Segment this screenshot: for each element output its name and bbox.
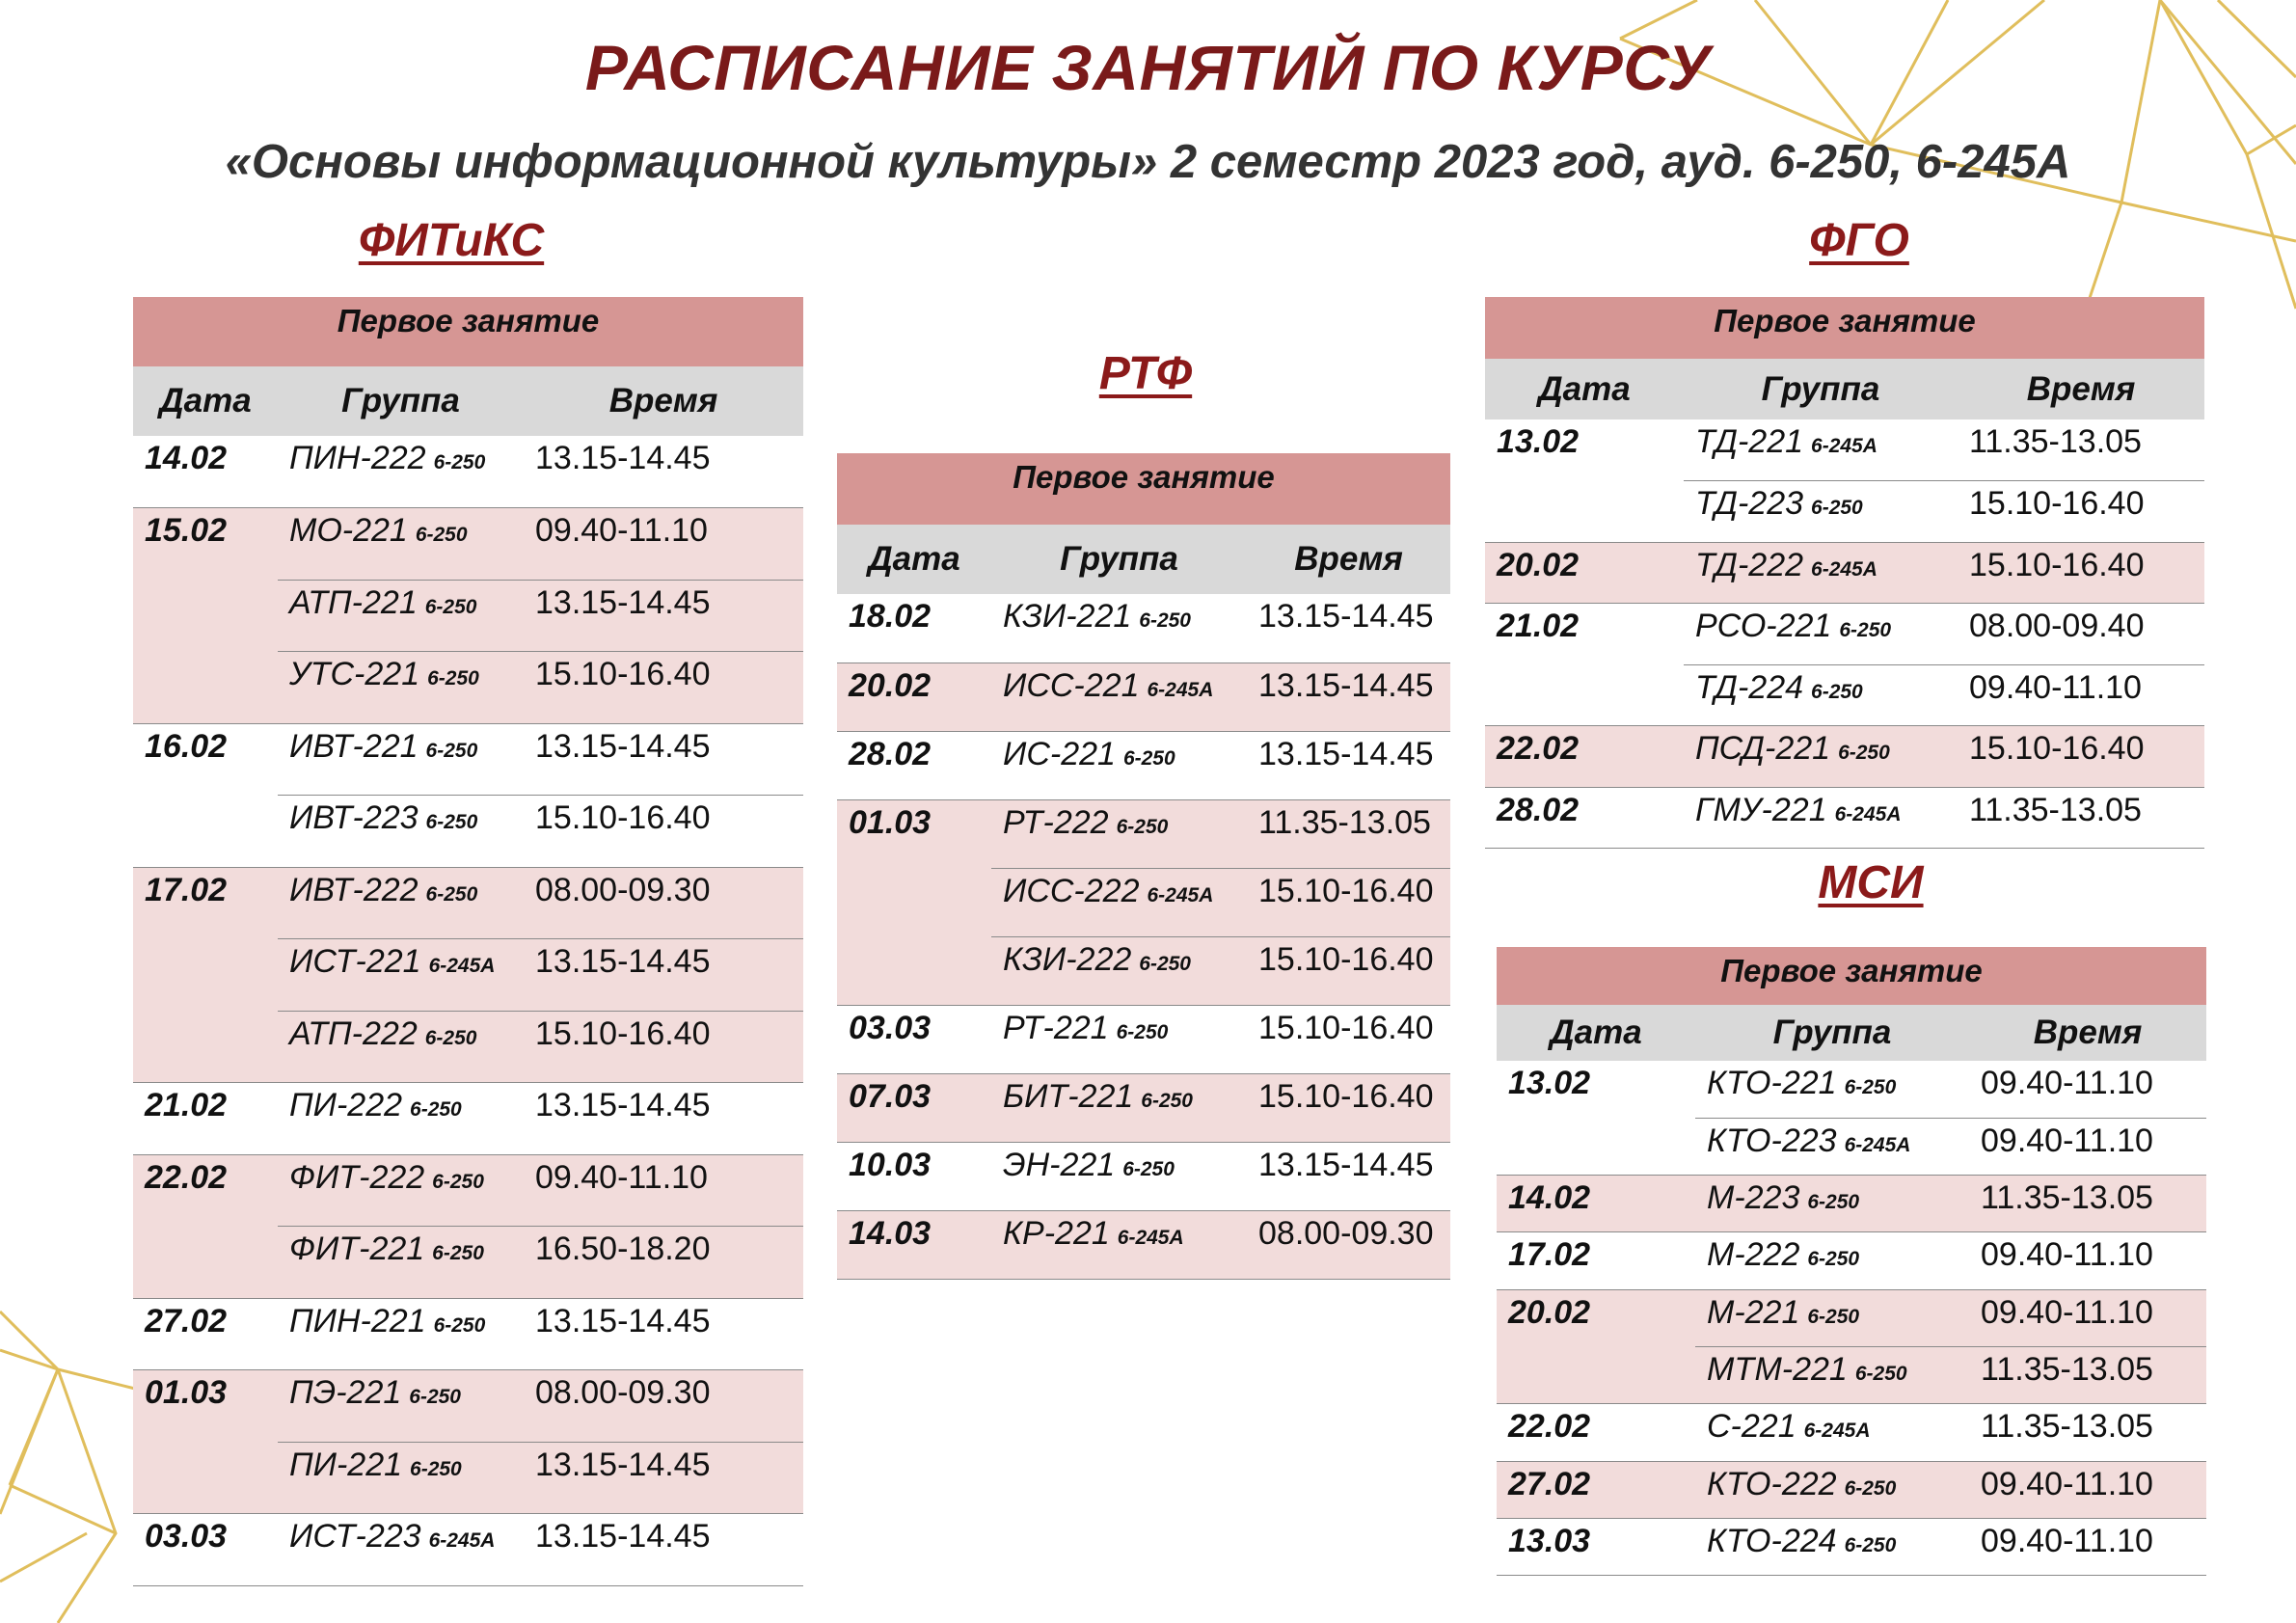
room-number: 6-250 [432,1242,484,1264]
group-cell [1695,1461,1969,1518]
group-name: ЭН-221 [1003,1146,1116,1183]
room-number: 6-250 [1116,1020,1169,1043]
time-cell: 13.15-14.45 [1247,1142,1450,1210]
time-cell: 15.10-16.40 [1958,726,2204,788]
time-cell: 09.40-11.10 [1969,1461,2206,1518]
group-cell [278,1370,524,1443]
group-name: КТО-221 [1707,1065,1837,1101]
time-cell: 15.10-16.40 [1958,542,2204,604]
group-cell [278,1083,524,1155]
time-cell: 11.35-13.05 [1969,1404,2206,1461]
room-number: 6-250 [433,451,486,473]
group-cell [991,936,1247,1005]
group-name: ИСТ-221 [289,943,421,980]
table-row [133,1298,803,1370]
table-row [133,1370,803,1443]
table-row [837,731,1450,799]
time-cell: 08.00-09.30 [524,867,803,939]
column-header-group: Группа [1684,359,1958,419]
table-row [1497,1176,2206,1232]
date-cell: 20.02 [1497,1289,1695,1404]
page-title: РАСПИСАНИЕ ЗАНЯТИЙ ПО КУРСУ [584,32,1712,103]
column-header-time: Время [524,366,803,436]
date-cell: 20.02 [1485,542,1684,604]
group-name: КЗИ-221 [1003,598,1132,635]
table-row [1497,1518,2206,1575]
date-cell: 14.02 [1497,1176,1695,1232]
group-name: РСО-221 [1695,608,1832,644]
group-name: М-223 [1707,1179,1800,1217]
table-row [133,1154,803,1227]
time-cell: 13.15-14.45 [1247,594,1450,663]
room-number: 6-250 [425,811,478,833]
group-cell [278,1154,524,1227]
group-cell [278,867,524,939]
time-cell: 09.40-11.10 [524,508,803,581]
first-lesson-header: Первое занятие [837,453,1450,525]
date-cell: 03.03 [837,1005,991,1073]
room-number: 6-245А [1803,1420,1871,1443]
schedule-table-rtf [837,453,1450,1280]
table-row [837,594,1450,663]
room-number: 6-250 [432,1170,484,1193]
time-cell: 09.40-11.10 [1969,1518,2206,1575]
table-row [133,1514,803,1586]
room-number: 6-250 [1139,952,1191,975]
column-header-time: Время [1247,525,1450,594]
time-cell: 13.15-14.45 [524,1298,803,1370]
group-name: ПИН-221 [289,1302,426,1339]
room-number: 6-250 [1141,1089,1193,1112]
time-cell: 13.15-14.45 [524,1083,803,1155]
table-row [837,1142,1450,1210]
group-cell [1695,1346,1969,1403]
room-number: 6-250 [1807,1248,1860,1271]
table-row [133,1083,803,1155]
group-name: ПИН-222 [289,440,426,476]
table-row [1485,419,2204,481]
date-cell: 07.03 [837,1073,991,1142]
group-cell [1695,1118,1969,1175]
group-cell [1684,481,1958,543]
room-number: 6-250 [1811,680,1863,703]
time-cell: 13.15-14.45 [524,1442,803,1514]
room-number: 6-250 [1116,815,1169,838]
group-cell [278,796,524,868]
date-cell: 18.02 [837,594,991,663]
first-lesson-header: Первое занятие [1497,947,2206,1005]
group-name: ИС-221 [1003,735,1116,772]
group-cell [991,868,1247,936]
group-name: ТД-222 [1695,546,1804,583]
schedule-table-fgo [1485,297,2204,849]
date-cell: 16.02 [133,723,278,867]
room-number: 6-250 [425,739,478,762]
group-cell [1684,787,1958,849]
group-name: ПИ-221 [289,1446,403,1483]
group-cell [278,508,524,581]
date-cell: 21.02 [1485,604,1684,726]
group-name: ПСД-221 [1695,730,1831,767]
room-number: 6-245А [1811,557,1877,581]
table-row [1485,604,2204,665]
group-name: ФИТ-222 [289,1158,425,1196]
group-cell [1684,664,1958,726]
group-name: АТП-222 [289,1014,418,1052]
table-row [1485,787,2204,849]
time-cell: 15.10-16.40 [1247,936,1450,1005]
room-number: 6-250 [1122,1157,1175,1180]
group-cell [1684,542,1958,604]
table-row [837,1210,1450,1279]
date-cell: 13.02 [1485,419,1684,542]
room-number: 6-250 [1139,609,1191,632]
group-name: М-221 [1707,1293,1800,1331]
header-row [1485,297,2204,359]
date-cell: 20.02 [837,663,991,731]
group-name: МО-221 [289,512,408,549]
schedule-table-msi [1497,947,2206,1576]
time-cell: 15.10-16.40 [1958,481,2204,543]
time-cell: 15.10-16.40 [1247,1073,1450,1142]
room-number: 6-250 [410,1098,462,1121]
table-row [1497,1461,2206,1518]
group-cell [278,939,524,1012]
table-row [1485,726,2204,788]
group-name: ФИТ-221 [289,1231,425,1267]
room-number: 6-250 [1839,619,1892,641]
group-name: МТМ-221 [1707,1350,1848,1388]
time-cell: 09.40-11.10 [1958,664,2204,726]
group-name: ИСС-222 [1003,872,1140,909]
group-cell [991,663,1247,731]
table-row [1497,1404,2206,1461]
column-header-row [1485,359,2204,419]
time-cell: 09.40-11.10 [1969,1232,2206,1289]
room-number: 6-245А [1844,1133,1911,1156]
group-name: С-221 [1707,1408,1796,1446]
date-cell: 21.02 [133,1083,278,1155]
group-name: ГМУ-221 [1695,791,1827,828]
group-name: ПЭ-221 [289,1374,402,1411]
time-cell: 13.15-14.45 [1247,731,1450,799]
faculty-title-rtf: РТФ [1098,348,1193,399]
table-row [133,508,803,581]
group-name: ИВТ-223 [289,799,419,836]
group-name: ИВТ-221 [289,727,419,765]
room-number: 6-250 [415,524,468,546]
page-subtitle: «Основы информационной культуры» 2 семестр 2023 год, ауд. 6-250, 6-245А [225,136,2071,188]
room-number: 6-250 [425,882,478,906]
group-cell [278,723,524,796]
table-row [1485,542,2204,604]
room-number: 6-250 [409,1386,461,1408]
group-cell [1695,1232,1969,1289]
date-cell: 14.02 [133,436,278,508]
time-cell: 13.15-14.45 [524,1514,803,1586]
group-cell [278,580,524,652]
group-cell [1695,1518,1969,1575]
header-row [1497,947,2206,1005]
group-cell [278,652,524,724]
time-cell: 15.10-16.40 [1247,1005,1450,1073]
time-cell: 13.15-14.45 [524,723,803,796]
group-cell [1695,1404,1969,1461]
room-number: 6-250 [424,1026,477,1049]
date-cell: 13.02 [1497,1061,1695,1176]
room-number: 6-250 [1807,1305,1860,1328]
group-name: КЗИ-222 [1003,940,1132,978]
time-cell: 11.35-13.05 [1958,419,2204,481]
schedule-table-fitiks [133,297,803,1586]
time-cell: 11.35-13.05 [1247,799,1450,868]
table-row [837,799,1450,868]
date-cell: 22.02 [1497,1404,1695,1461]
group-cell [278,1514,524,1586]
group-name: ИСС-221 [1003,666,1140,704]
date-cell: 28.02 [837,731,991,799]
date-cell: 22.02 [133,1154,278,1298]
room-number: 6-245А [428,1529,496,1552]
room-number: 6-250 [410,1457,462,1480]
group-cell [1684,419,1958,481]
table-row [837,1073,1450,1142]
room-number: 6-250 [427,667,479,690]
time-cell: 09.40-11.10 [524,1154,803,1227]
table-row [133,867,803,939]
group-cell [991,1073,1247,1142]
header-row [837,453,1450,525]
group-cell [278,1227,524,1299]
time-cell: 11.35-13.05 [1969,1346,2206,1403]
group-name: КР-221 [1003,1214,1110,1252]
column-header-time: Время [1958,359,2204,419]
column-header-group: Группа [991,525,1247,594]
column-header-row [133,366,803,436]
time-cell: 15.10-16.40 [524,652,803,724]
time-cell: 13.15-14.45 [1247,663,1450,731]
column-header-row [837,525,1450,594]
faculty-title-fgo: ФГО [1809,215,1909,266]
room-number: 6-250 [1811,497,1863,519]
time-cell: 11.35-13.05 [1958,787,2204,849]
date-cell: 27.02 [133,1298,278,1370]
group-cell [991,594,1247,663]
group-cell [1695,1289,1969,1346]
group-cell [1695,1176,1969,1232]
time-cell: 13.15-14.45 [524,939,803,1012]
column-header-time: Время [1969,1005,2206,1061]
column-header-group: Группа [1695,1005,1969,1061]
room-number: 6-250 [433,1313,486,1337]
time-cell: 13.15-14.45 [524,580,803,652]
room-number: 6-245А [1147,883,1214,906]
table-row [1497,1289,2206,1346]
first-lesson-header: Первое занятие [1485,297,2204,359]
group-cell [991,799,1247,868]
group-cell [1684,726,1958,788]
group-cell [278,1298,524,1370]
group-cell [991,1210,1247,1279]
group-name: ИСТ-223 [289,1518,421,1555]
group-cell [278,1442,524,1514]
column-header-date: Дата [1497,1005,1695,1061]
group-name: РТ-221 [1003,1009,1109,1046]
table-row [837,663,1450,731]
column-header-date: Дата [837,525,991,594]
group-name: М-222 [1707,1236,1800,1274]
room-number: 6-250 [1844,1076,1897,1098]
date-cell: 03.03 [133,1514,278,1586]
time-cell: 09.40-11.10 [1969,1118,2206,1175]
date-cell: 01.03 [837,799,991,1005]
group-cell [991,731,1247,799]
table-row [837,1005,1450,1073]
column-header-group: Группа [278,366,524,436]
date-cell: 28.02 [1485,787,1684,849]
group-cell [991,1005,1247,1073]
time-cell: 09.40-11.10 [1969,1289,2206,1346]
room-number: 6-250 [424,595,477,618]
table-row [1497,1061,2206,1118]
date-cell: 17.02 [1497,1232,1695,1289]
date-cell: 17.02 [133,867,278,1083]
room-number: 6-245А [1811,435,1877,457]
time-cell: 16.50-18.20 [524,1227,803,1299]
group-name: АТП-221 [289,583,418,621]
group-name: ТД-221 [1695,423,1804,460]
column-header-row [1497,1005,2206,1061]
room-number: 6-245А [1117,1226,1184,1249]
header-row [133,297,803,366]
group-name: ТД-224 [1695,668,1804,706]
group-name: БИТ-221 [1003,1077,1134,1115]
room-number: 6-250 [1844,1476,1897,1500]
time-cell: 15.10-16.40 [524,1011,803,1083]
time-cell: 15.10-16.40 [1247,868,1450,936]
room-number: 6-250 [1807,1191,1860,1214]
faculty-title-fitiks: ФИТиКС [358,215,545,266]
date-cell: 27.02 [1497,1461,1695,1518]
date-cell: 10.03 [837,1142,991,1210]
date-cell: 01.03 [133,1370,278,1514]
group-name: КТО-222 [1707,1465,1837,1502]
time-cell: 08.00-09.30 [1247,1210,1450,1279]
group-name: РТ-222 [1003,803,1109,841]
time-cell: 09.40-11.10 [1969,1061,2206,1118]
group-cell [278,436,524,508]
room-number: 6-250 [1838,742,1890,764]
date-cell: 15.02 [133,508,278,724]
date-cell: 13.03 [1497,1518,1695,1575]
first-lesson-header: Первое занятие [133,297,803,366]
date-cell: 22.02 [1485,726,1684,788]
column-header-date: Дата [133,366,278,436]
room-number: 6-250 [1854,1362,1907,1385]
room-number: 6-245А [1147,678,1214,701]
room-number: 6-250 [1122,746,1175,770]
group-cell [1684,604,1958,665]
faculty-title-msi: МСИ [1818,857,1924,908]
group-cell [1695,1061,1969,1118]
time-cell: 11.35-13.05 [1969,1176,2206,1232]
group-name: ПИ-222 [289,1087,403,1123]
table-row [1497,1232,2206,1289]
time-cell: 13.15-14.45 [524,436,803,508]
room-number: 6-250 [1844,1533,1897,1556]
group-name: КТО-224 [1707,1522,1837,1559]
group-name: УТС-221 [289,656,420,692]
group-cell [278,1011,524,1083]
room-number: 6-245А [1834,802,1902,825]
room-number: 6-245А [428,955,496,977]
group-name: ИВТ-222 [289,871,419,908]
group-cell [991,1142,1247,1210]
column-header-date: Дата [1485,359,1684,419]
date-cell: 14.03 [837,1210,991,1279]
group-name: КТО-223 [1707,1122,1837,1159]
table-row [133,436,803,508]
group-name: ТД-223 [1695,485,1804,522]
time-cell: 08.00-09.30 [524,1370,803,1443]
time-cell: 08.00-09.40 [1958,604,2204,665]
table-row [133,723,803,796]
time-cell: 15.10-16.40 [524,796,803,868]
